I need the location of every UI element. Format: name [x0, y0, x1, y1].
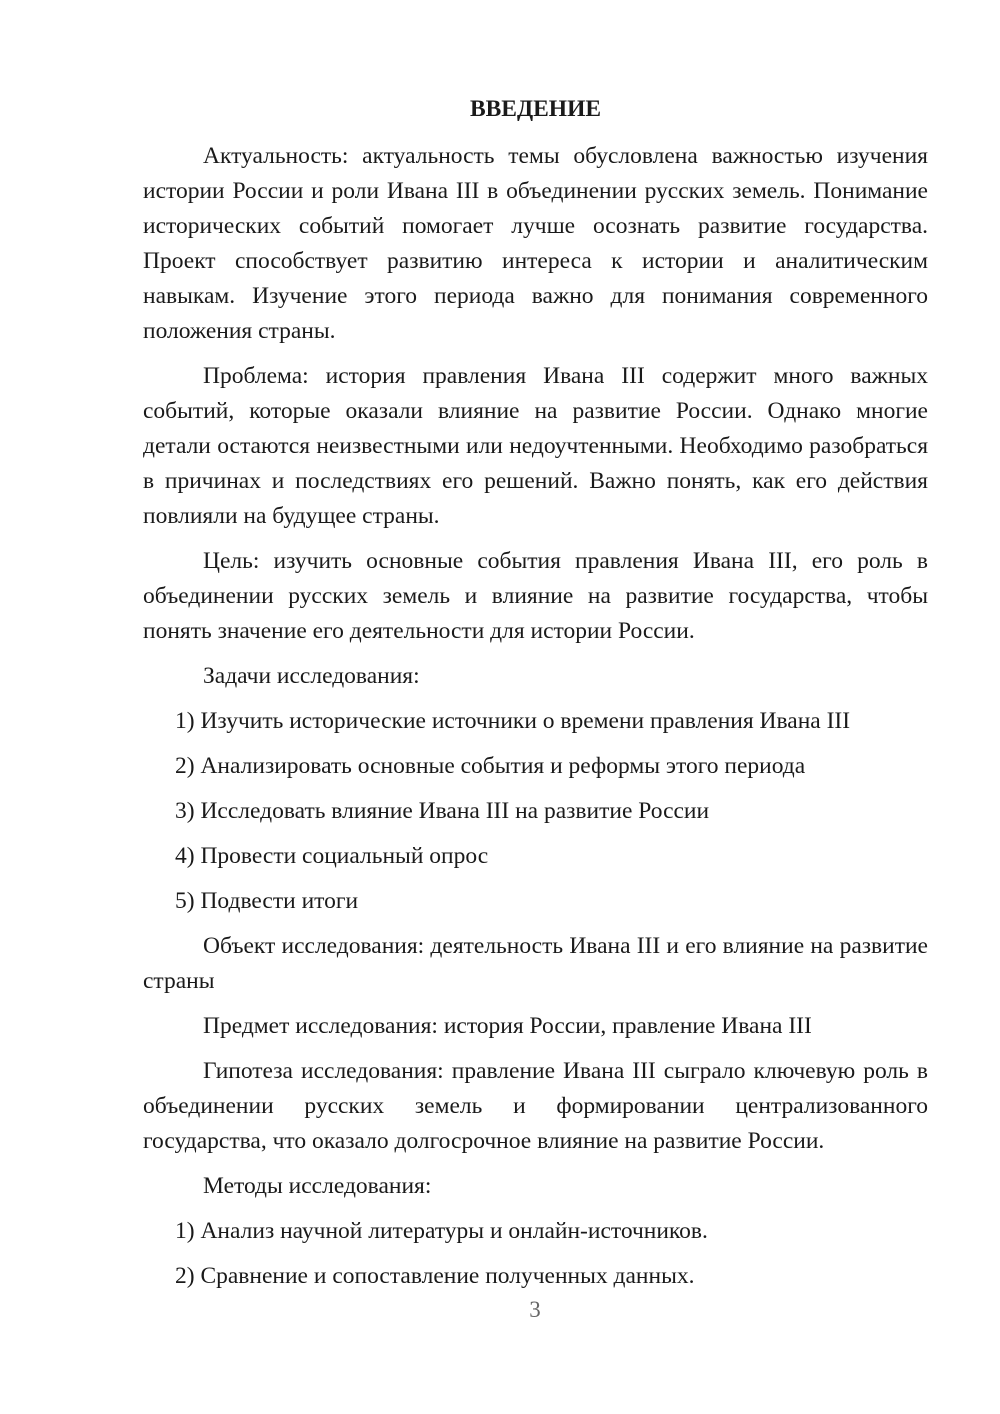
list-item: 1) Изучить исторические источники о времени правления Ивана III [175, 708, 851, 734]
object-paragraph: Объект исследования: деятельность Ивана III и его влияние на развитие страны [143, 933, 928, 994]
list-item: 5) Подвести итоги [175, 888, 359, 914]
list-item: 4) Провести социальный опрос [175, 843, 489, 869]
list-item: 3) Исследовать влияние Ивана III на развитие России [175, 798, 710, 824]
problem-paragraph: Проблема: история правления Ивана III содержит много важных событий, которые оказали влияние на развитие России. Однако многие детали остаются неизвестными или недоучтенными. Необходимо разобраться в причинах и последствиях его решений. Важно понять, как его действия повлияли на будущее страны. [143, 363, 928, 529]
goal-paragraph: Цель: изучить основные события правления Ивана III, его роль в объединении русских земель и влияние на развитие государства, чтобы понять значение его деятельности для истории России. [143, 548, 928, 644]
list-item: 1) Анализ научной литературы и онлайн-источников. [175, 1218, 708, 1244]
hypothesis-paragraph: Гипотеза исследования: правление Ивана III сыграло ключевую роль в объединении русских земель и формировании централизованного государства, что оказало долгосрочное влияние на развитие России. [143, 1058, 928, 1154]
list-item: 2) Анализировать основные события и реформы этого периода [175, 753, 806, 779]
section-title: ВВЕДЕНИЕ [469, 96, 602, 122]
relevance-paragraph: Актуальность: актуальность темы обусловлена важностью изучения истории России и роли Ивана III в объединении русских земель. Понимание исторических событий помогает лучше осознать развитие государства. Проект способствует развитию интереса к истории и аналитическим навыкам. Изучение этого периода важно для понимания современного положения страны. [143, 143, 928, 344]
methods-list [143, 1214, 928, 1294]
methods-heading: Методы исследования: [203, 1173, 432, 1199]
page-number: 3 [529, 1297, 541, 1322]
document-page [143, 92, 928, 1304]
tasks-heading: Задачи исследования: [203, 663, 420, 689]
list-item: 2) Сравнение и сопоставление полученных данных. [175, 1263, 695, 1289]
subject-paragraph: Предмет исследования: история России, правление Ивана III [203, 1013, 812, 1039]
tasks-list [143, 704, 928, 919]
